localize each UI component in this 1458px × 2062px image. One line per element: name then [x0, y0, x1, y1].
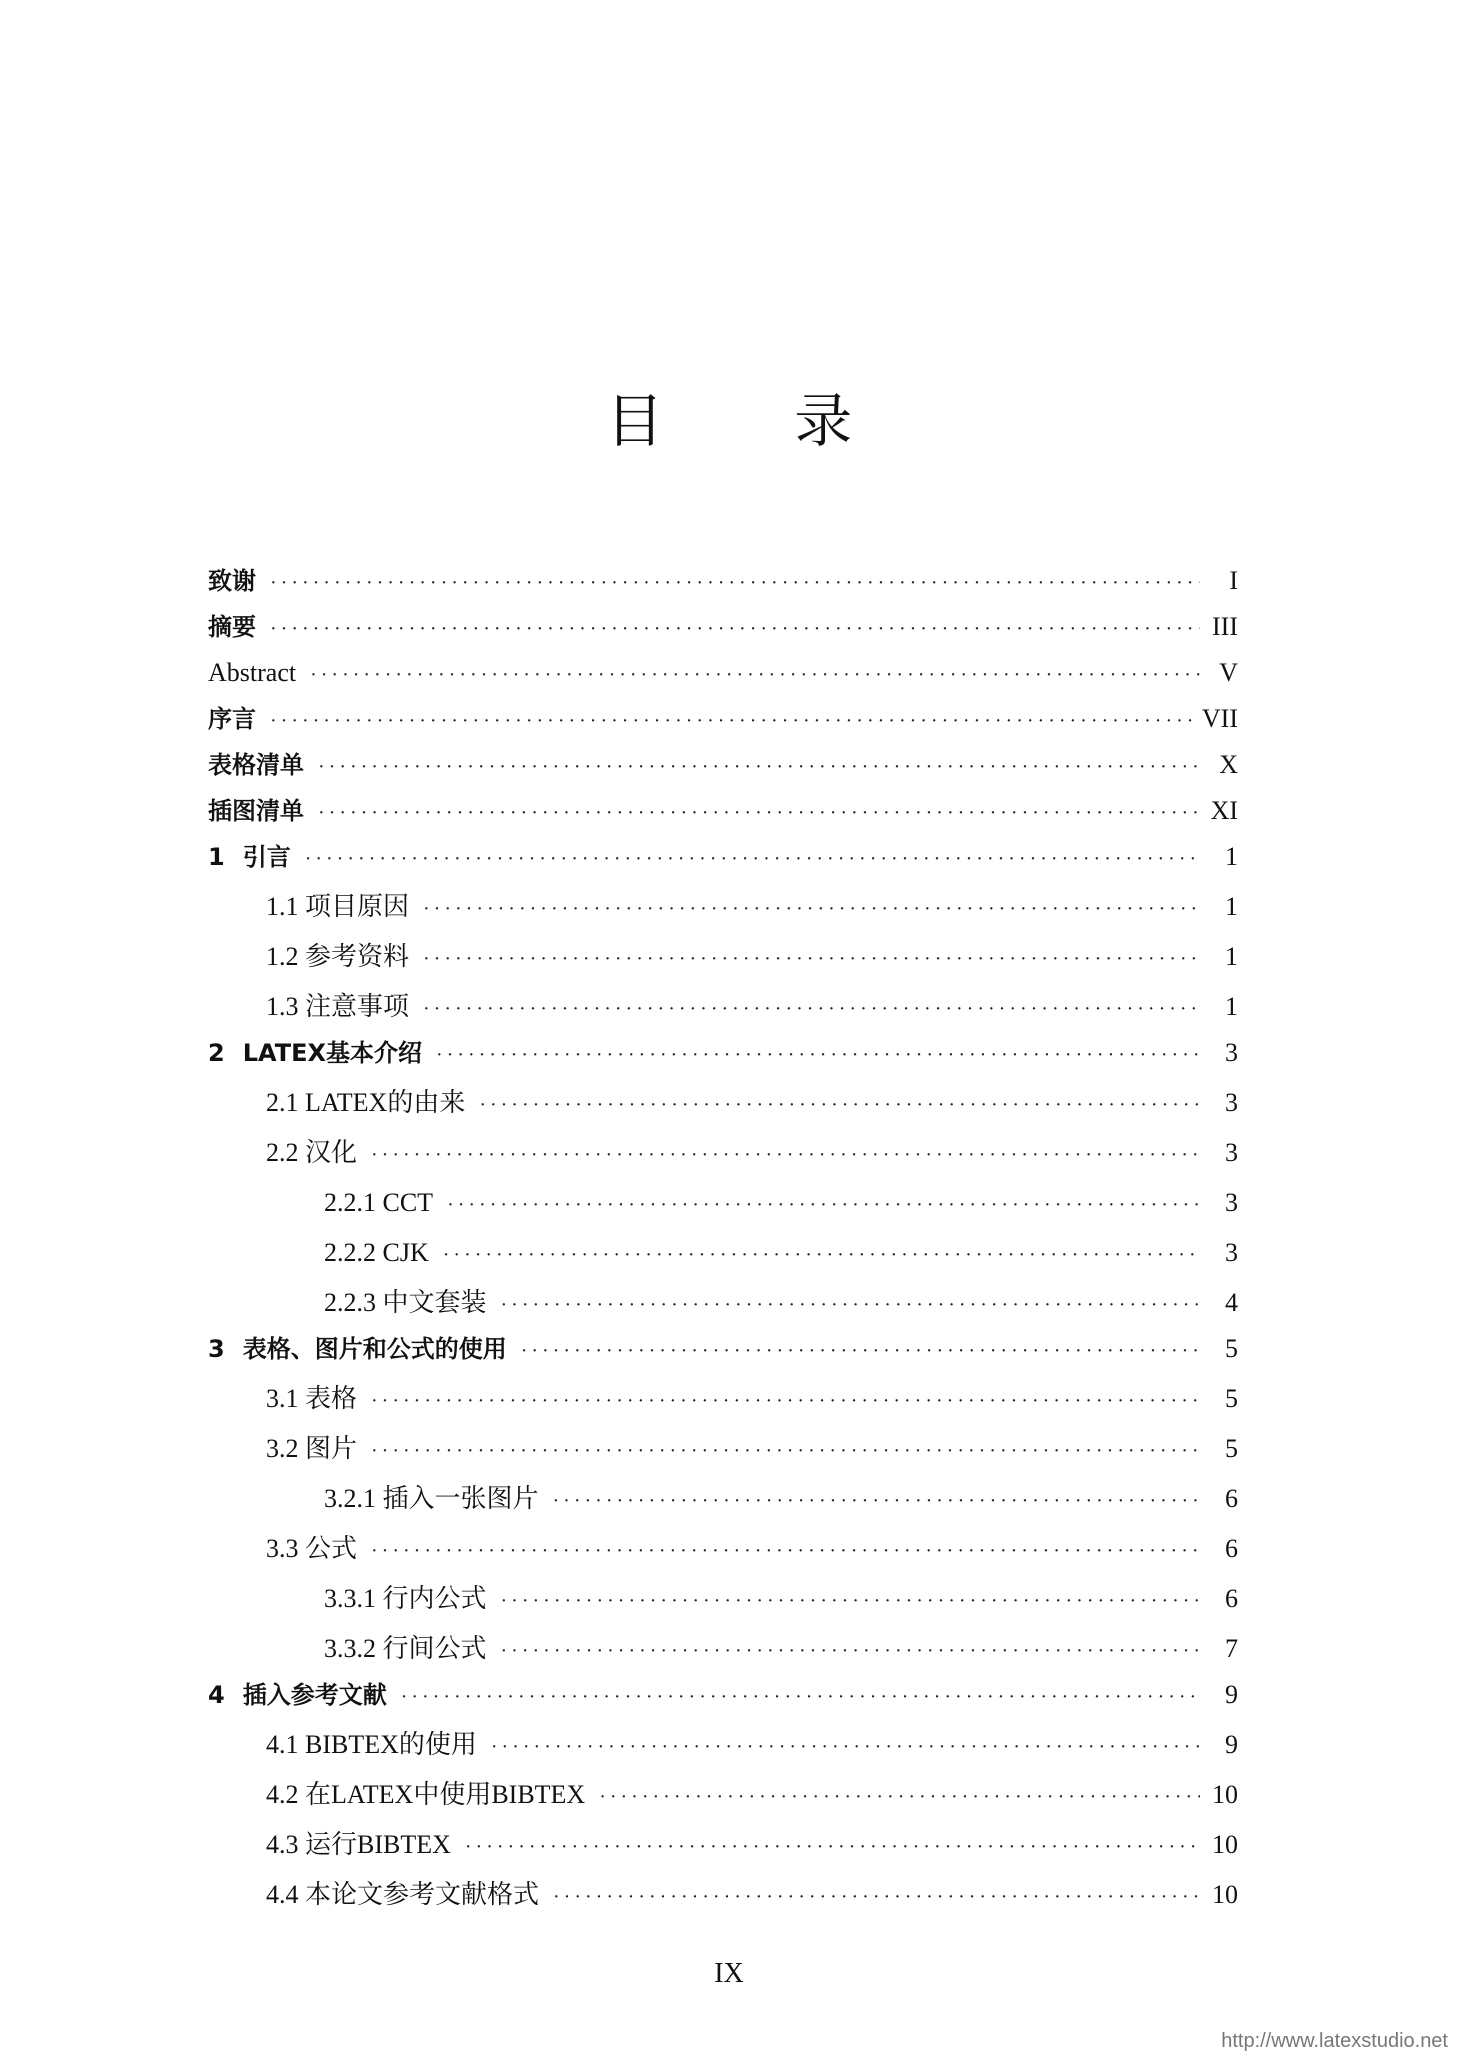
toc-entry-label: 2.2.1 CCT	[324, 1188, 434, 1217]
toc-entry-label: 插图清单	[208, 797, 304, 825]
dot-leader	[270, 701, 1192, 741]
toc-entry-acknowledgements[interactable]	[208, 561, 1238, 601]
toc-entry-1-2[interactable]	[266, 937, 1238, 977]
toc-entry-label: 4.4 本论文参考文献格式	[266, 1880, 540, 1909]
toc-entry-page: 5	[1225, 1384, 1238, 1413]
toc-entry-page: 9	[1225, 1680, 1238, 1709]
dot-leader	[371, 1135, 1200, 1175]
toc-entry-2-1[interactable]	[266, 1083, 1238, 1123]
dot-leader	[599, 1777, 1200, 1817]
toc-entry-2-2-3[interactable]	[324, 1283, 1238, 1323]
toc-entry-3-2[interactable]	[266, 1429, 1238, 1469]
toc-entry-label	[208, 1033, 436, 1073]
dot-leader	[371, 1531, 1200, 1571]
toc-entry-page: 3	[1225, 1038, 1238, 1067]
toc-entry-2-2[interactable]	[266, 1133, 1238, 1173]
toc-entry-label: 摘要	[208, 613, 256, 641]
dot-leader	[371, 1431, 1200, 1471]
chapter-title: LATEX基本介绍	[242, 1039, 422, 1067]
toc-entry-label: 3.2 图片	[266, 1434, 358, 1463]
toc-entry-page: VII	[1201, 704, 1238, 733]
watermark-url: http://www.latexstudio.net	[1221, 2030, 1448, 2052]
chapter-title: 插入参考文献	[242, 1681, 387, 1709]
toc-entry-page: 3	[1225, 1238, 1238, 1267]
toc-entry-page: 10	[1212, 1830, 1238, 1859]
toc-entry-label: 1.2 参考资料	[266, 942, 410, 971]
toc-entry-label: 4.1 BIBTEX的使用	[266, 1730, 477, 1759]
toc-entry-label	[208, 1329, 521, 1369]
toc-entry-page: 4	[1225, 1288, 1238, 1317]
toc-entry-abstract-cn[interactable]	[208, 607, 1238, 647]
toc-entry-label	[208, 837, 305, 877]
toc-entry-chapter-2[interactable]	[208, 1033, 1238, 1073]
toc-entry-1-3[interactable]	[266, 987, 1238, 1027]
dot-leader	[501, 1581, 1200, 1621]
toc-entry-page: 10	[1212, 1880, 1238, 1909]
toc-entry-page: V	[1219, 658, 1238, 687]
toc-entry-page: 9	[1225, 1730, 1238, 1759]
toc-entry-3-3[interactable]	[266, 1529, 1238, 1569]
toc-entry-chapter-1[interactable]	[208, 837, 1238, 877]
dot-leader	[401, 1677, 1200, 1717]
toc-entry-page: 5	[1225, 1334, 1238, 1363]
toc-entry-page: III	[1212, 612, 1238, 641]
dot-leader	[270, 563, 1200, 603]
toc-entry-page: 6	[1225, 1534, 1238, 1563]
toc-entry-page: 7	[1225, 1634, 1238, 1663]
page-number: IX	[714, 1958, 744, 1989]
toc-entry-label: Abstract	[208, 658, 297, 687]
toc-entry-label: 2.2.2 CJK	[324, 1238, 429, 1267]
toc-entry-page: 3	[1225, 1188, 1238, 1217]
toc-entry-label: 致谢	[208, 567, 256, 595]
toc-entry-label: 3.3.1 行内公式	[324, 1584, 487, 1613]
toc-entry-label: 1.1 项目原因	[266, 892, 410, 921]
dot-leader	[501, 1631, 1200, 1671]
chapter-title: 表格、图片和公式的使用	[242, 1335, 507, 1363]
chapter-number: 4	[208, 1681, 225, 1709]
toc-entry-label: 1.3 注意事项	[266, 992, 410, 1021]
chapter-number: 3	[208, 1335, 225, 1363]
toc-entry-page: 1	[1225, 842, 1238, 871]
toc-entry-2-2-1[interactable]	[324, 1183, 1238, 1223]
toc-entry-4-1[interactable]	[266, 1725, 1238, 1765]
chapter-number: 1	[208, 843, 225, 871]
toc-entry-page: 1	[1225, 942, 1238, 971]
toc-entry-label: 2.2 汉化	[266, 1138, 358, 1167]
chapter-number: 2	[208, 1039, 225, 1067]
toc-entry-label: 2.2.3 中文套装	[324, 1288, 487, 1317]
dot-leader	[423, 939, 1200, 979]
toc-entry-page: 10	[1212, 1780, 1238, 1809]
toc-entry-3-2-1[interactable]	[324, 1479, 1238, 1519]
dot-leader	[443, 1235, 1200, 1275]
page-title: 目 录	[605, 387, 909, 455]
toc-entry-2-2-2[interactable]	[324, 1233, 1238, 1273]
toc-entry-page: 1	[1225, 992, 1238, 1021]
toc-entry-page: I	[1229, 566, 1238, 595]
dot-leader	[318, 747, 1200, 787]
dot-leader	[270, 609, 1200, 649]
dot-leader	[479, 1085, 1200, 1125]
toc-entry-preface[interactable]	[208, 699, 1238, 739]
toc-entry-label: 表格清单	[208, 751, 304, 779]
dot-leader	[501, 1285, 1200, 1325]
toc-entry-page: 3	[1225, 1088, 1238, 1117]
toc-entry-page: 1	[1225, 892, 1238, 921]
toc-entry-4-3[interactable]	[266, 1825, 1238, 1865]
toc-entry-4-4[interactable]	[266, 1875, 1238, 1915]
dot-leader	[318, 793, 1200, 833]
toc-entry-page: 5	[1225, 1434, 1238, 1463]
toc-entry-list-of-figures[interactable]	[208, 791, 1238, 831]
dot-leader	[465, 1827, 1200, 1867]
toc-entry-label: 3.1 表格	[266, 1384, 358, 1413]
toc-entry-4-2[interactable]	[266, 1775, 1238, 1815]
toc-entry-chapter-4[interactable]	[208, 1675, 1238, 1715]
toc-entry-page: 3	[1225, 1138, 1238, 1167]
toc-entry-page: XI	[1210, 796, 1238, 825]
toc-entry-page: 6	[1225, 1484, 1238, 1513]
toc-entry-label: 4.3 运行BIBTEX	[266, 1830, 451, 1859]
toc-entry-label: 序言	[208, 705, 256, 733]
toc-entry-3-3-2[interactable]	[324, 1629, 1238, 1669]
toc-entry-1-1[interactable]	[266, 887, 1238, 927]
toc-entry-label: 3.3 公式	[266, 1534, 358, 1563]
toc-entry-abstract-en[interactable]	[208, 653, 1238, 693]
dot-leader	[553, 1877, 1200, 1917]
toc-entry-page: 6	[1225, 1584, 1238, 1613]
toc-entry-label: 3.2.1 插入一张图片	[324, 1484, 539, 1513]
dot-leader	[305, 839, 1200, 879]
dot-leader	[436, 1035, 1200, 1075]
dot-leader	[491, 1727, 1200, 1767]
dot-leader	[423, 989, 1200, 1029]
toc-entry-list-of-tables[interactable]	[208, 745, 1238, 785]
dot-leader	[371, 1381, 1200, 1421]
dot-leader	[553, 1481, 1200, 1521]
toc-entry-page: X	[1219, 750, 1238, 779]
toc-entry-label: 2.1 LATEX的由来	[266, 1088, 466, 1117]
toc-entry-label	[208, 1675, 401, 1715]
dot-leader	[447, 1185, 1200, 1225]
dot-leader	[423, 889, 1200, 929]
dot-leader	[521, 1331, 1200, 1371]
toc-entry-label: 3.3.2 行间公式	[324, 1634, 487, 1663]
dot-leader	[310, 655, 1200, 695]
toc-entry-label: 4.2 在LATEX中使用BIBTEX	[266, 1780, 586, 1809]
toc-entry-3-1[interactable]	[266, 1379, 1238, 1419]
toc-entry-chapter-3[interactable]	[208, 1329, 1238, 1369]
toc-entry-3-3-1[interactable]	[324, 1579, 1238, 1619]
chapter-title: 引言	[242, 843, 291, 871]
